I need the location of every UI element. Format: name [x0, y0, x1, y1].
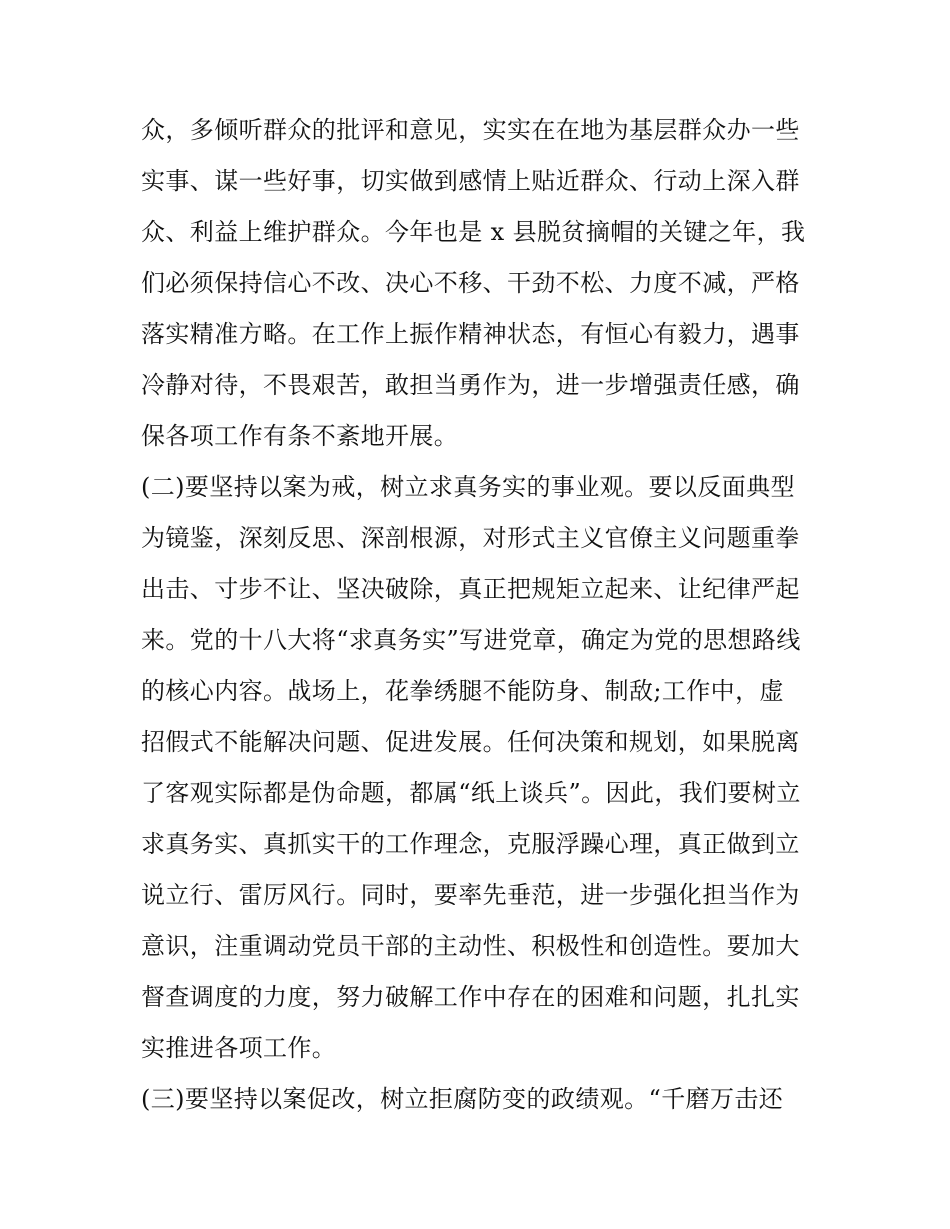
text-line: 来。党的十八大将“求真务实”写进党章，确定为党的思想路线	[141, 626, 801, 654]
text-line: 招假式不能解决问题、促进发展。任何决策和规划，如果脱离	[141, 728, 800, 756]
section-heading-line: (三)要坚持以案促改，树立拒腐防变的政绩观。“千磨万击还	[141, 1085, 784, 1113]
text-line: 保各项工作有条不紊地开展。	[141, 422, 459, 450]
text-line: 众，多倾听群众的批评和意见，实实在在地为基层群众办一些	[141, 116, 800, 144]
text-line: 实推进各项工作。	[141, 1034, 337, 1062]
section-heading-line: (二)要坚持以案为戒，树立求真务实的事业观。要以反面典型	[141, 473, 795, 501]
text-line: 出击、寸步不让、坚决破除，真正把规矩立起来、让纪律严起	[141, 575, 800, 603]
text-line: 了客观实际都是伪命题，都属“纸上谈兵”。因此，我们要树立	[141, 779, 801, 807]
text-line: 冷静对待，不畏艰苦，敢担当勇作为，进一步增强责任感，确	[141, 371, 800, 399]
text-line: 意识，注重调动党员干部的主动性、积极性和创造性。要加大	[141, 932, 800, 960]
text-line: 督查调度的力度，努力破解工作中存在的困难和问题，扎扎实	[141, 983, 800, 1011]
text-line: 实事、谋一些好事，切实做到感情上贴近群众、行动上深入群	[141, 167, 800, 195]
text-line: 为镜鉴，深刻反思、深剖根源，对形式主义官僚主义问题重拳	[141, 524, 800, 552]
text-line: 说立行、雷厉风行。同时，要率先垂范，进一步强化担当作为	[141, 881, 800, 909]
text-line: 求真务实、真抓实干的工作理念，克服浮躁心理，真正做到立	[141, 830, 800, 858]
text-line: 落实精准方略。在工作上振作精神状态，有恒心有毅力，遇事	[141, 320, 800, 348]
text-line: 们必须保持信心不改、决心不移、干劲不松、力度不减，严格	[141, 269, 800, 297]
text-line: 的核心内容。战场上，花拳绣腿不能防身、制敌;工作中，虚	[141, 677, 784, 705]
text-line: 众、利益上维护群众。今年也是 x 县脱贫摘帽的关键之年，我	[141, 218, 806, 246]
